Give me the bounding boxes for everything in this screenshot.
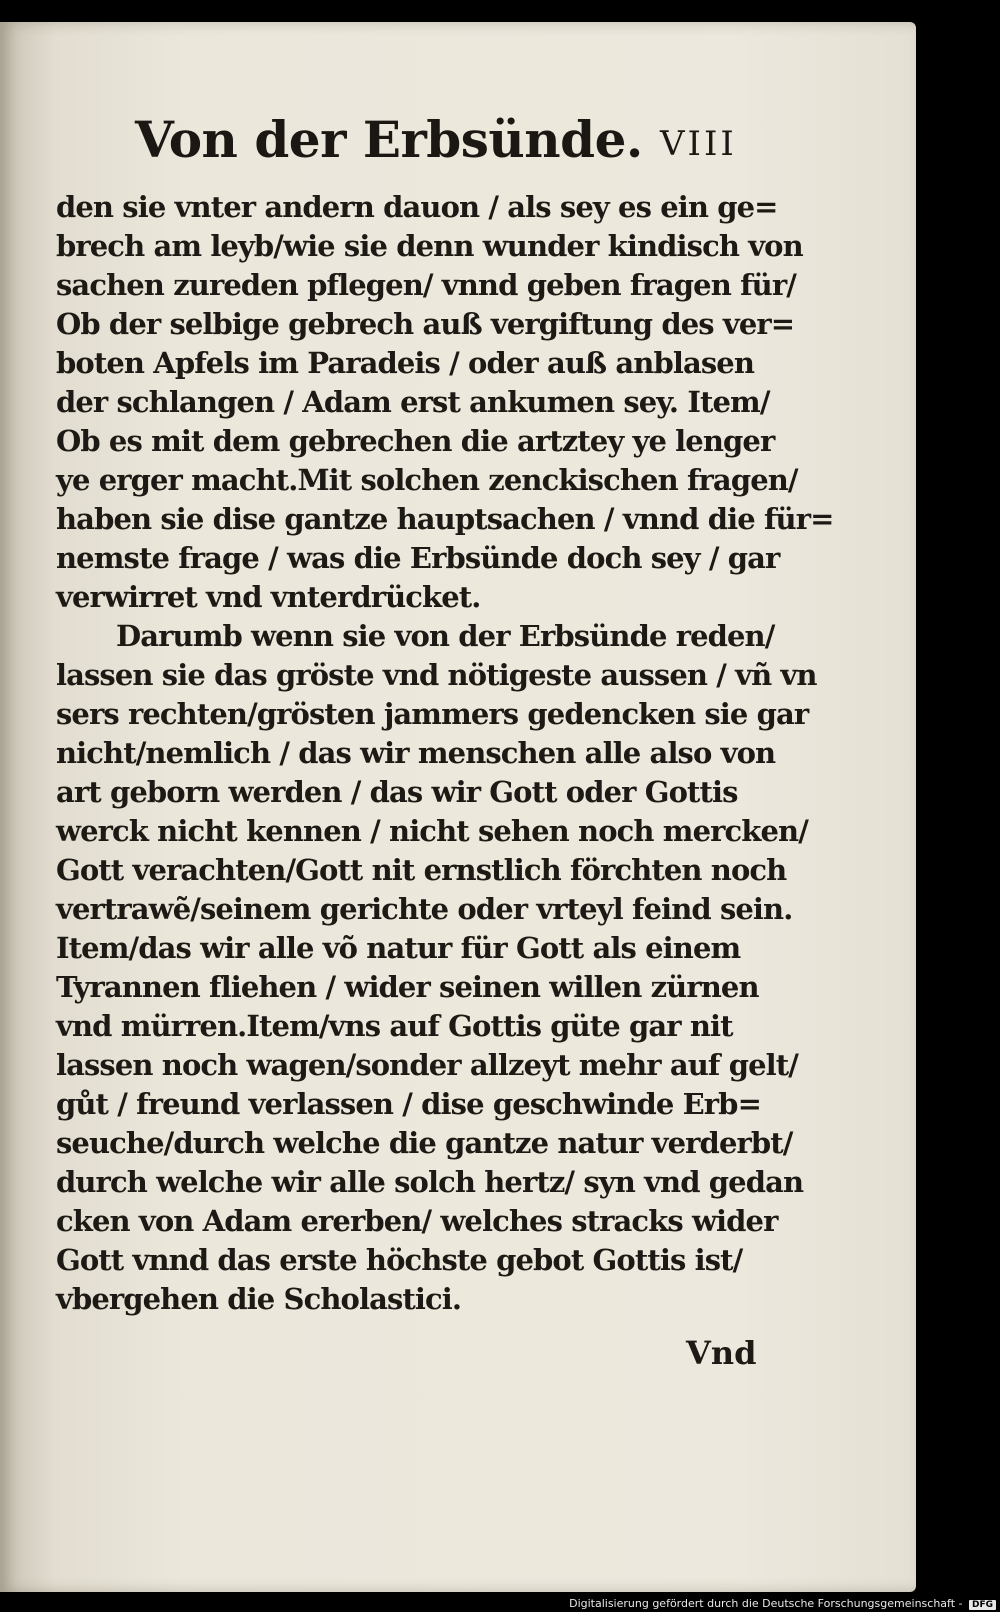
text-line: werck nicht kennen / nicht sehen noch mercken/	[56, 814, 808, 848]
text-line: Darumb wenn sie von der Erbsünde reden/	[116, 619, 775, 653]
text-line: Item/das wir alle võ natur für Gott als einem	[56, 931, 741, 965]
text-line: lassen sie das gröste vnd nötigeste aussen / vñ vn	[56, 658, 817, 692]
text-line: sachen zureden pflegen/ vnnd geben fragen für/	[56, 268, 796, 302]
text-line: boten Apfels im Paradeis / oder auß anblasen	[56, 346, 755, 380]
text-line: durch welche wir alle solch hertz/ syn vnd gedan	[56, 1165, 804, 1199]
text-line: brech am leyb/wie sie denn wunder kindisch von	[56, 229, 803, 263]
folio-number: VIII	[660, 124, 737, 164]
text-line: seuche/durch welche die gantze natur verderbt/	[56, 1126, 793, 1160]
text-line: ye erger macht.Mit solchen zenckischen fragen/	[56, 463, 798, 497]
text-line: nicht/nemlich / das wir menschen alle also von	[56, 736, 776, 770]
text-line: verwirret vnd vnterdrücket.	[56, 580, 481, 614]
text-line: den sie vnter andern dauon / als sey es ein ge=	[56, 190, 778, 224]
text-line: Tyrannen fliehen / wider seinen willen zürnen	[56, 970, 759, 1004]
running-head: Von der Erbsünde.	[135, 110, 643, 169]
text-line: haben sie dise gantze hauptsachen / vnnd die für=	[56, 502, 834, 536]
digitization-credit	[569, 1597, 996, 1610]
text-line: cken von Adam ererben/ welches stracks wider	[56, 1204, 778, 1238]
text-line: vnd mürren.Item/vns auf Gottis güte gar nit	[56, 1009, 733, 1043]
dfg-logo-icon: DFG	[969, 1600, 996, 1610]
text-line: Gott verachten/Gott nit ernstlich förchten noch	[56, 853, 787, 887]
text-line: vbergehen die Scholastici.	[56, 1282, 462, 1316]
credit-text: Digitalisierung gefördert durch die Deutsche Forschungsgemeinschaft -	[569, 1597, 963, 1610]
text-line: gůt / freund verlassen / dise geschwinde Erb=	[56, 1087, 761, 1121]
text-line: art geborn werden / das wir Gott oder Gottis	[56, 775, 738, 809]
text-line: sers rechten/grösten jammers gedencken sie gar	[56, 697, 809, 731]
book-page	[0, 22, 916, 1592]
text-line: vertrawẽ/seinem gerichte oder vrteyl feind sein.	[56, 892, 793, 926]
body-text	[56, 188, 834, 1319]
text-line: lassen noch wagen/sonder allzeyt mehr auf gelt/	[56, 1048, 798, 1082]
text-line: Ob es mit dem gebrechen die artztey ye lenger	[56, 424, 775, 458]
text-line: Ob der selbige gebrech auß vergiftung des ver=	[56, 307, 795, 341]
text-line: der schlangen / Adam erst ankumen sey. Item/	[56, 385, 770, 419]
text-line: nemste frage / was die Erbsünde doch sey / gar	[56, 541, 780, 575]
catchword: Vnd	[686, 1334, 757, 1372]
text-line: Gott vnnd das erste höchste gebot Gottis ist/	[56, 1243, 743, 1277]
